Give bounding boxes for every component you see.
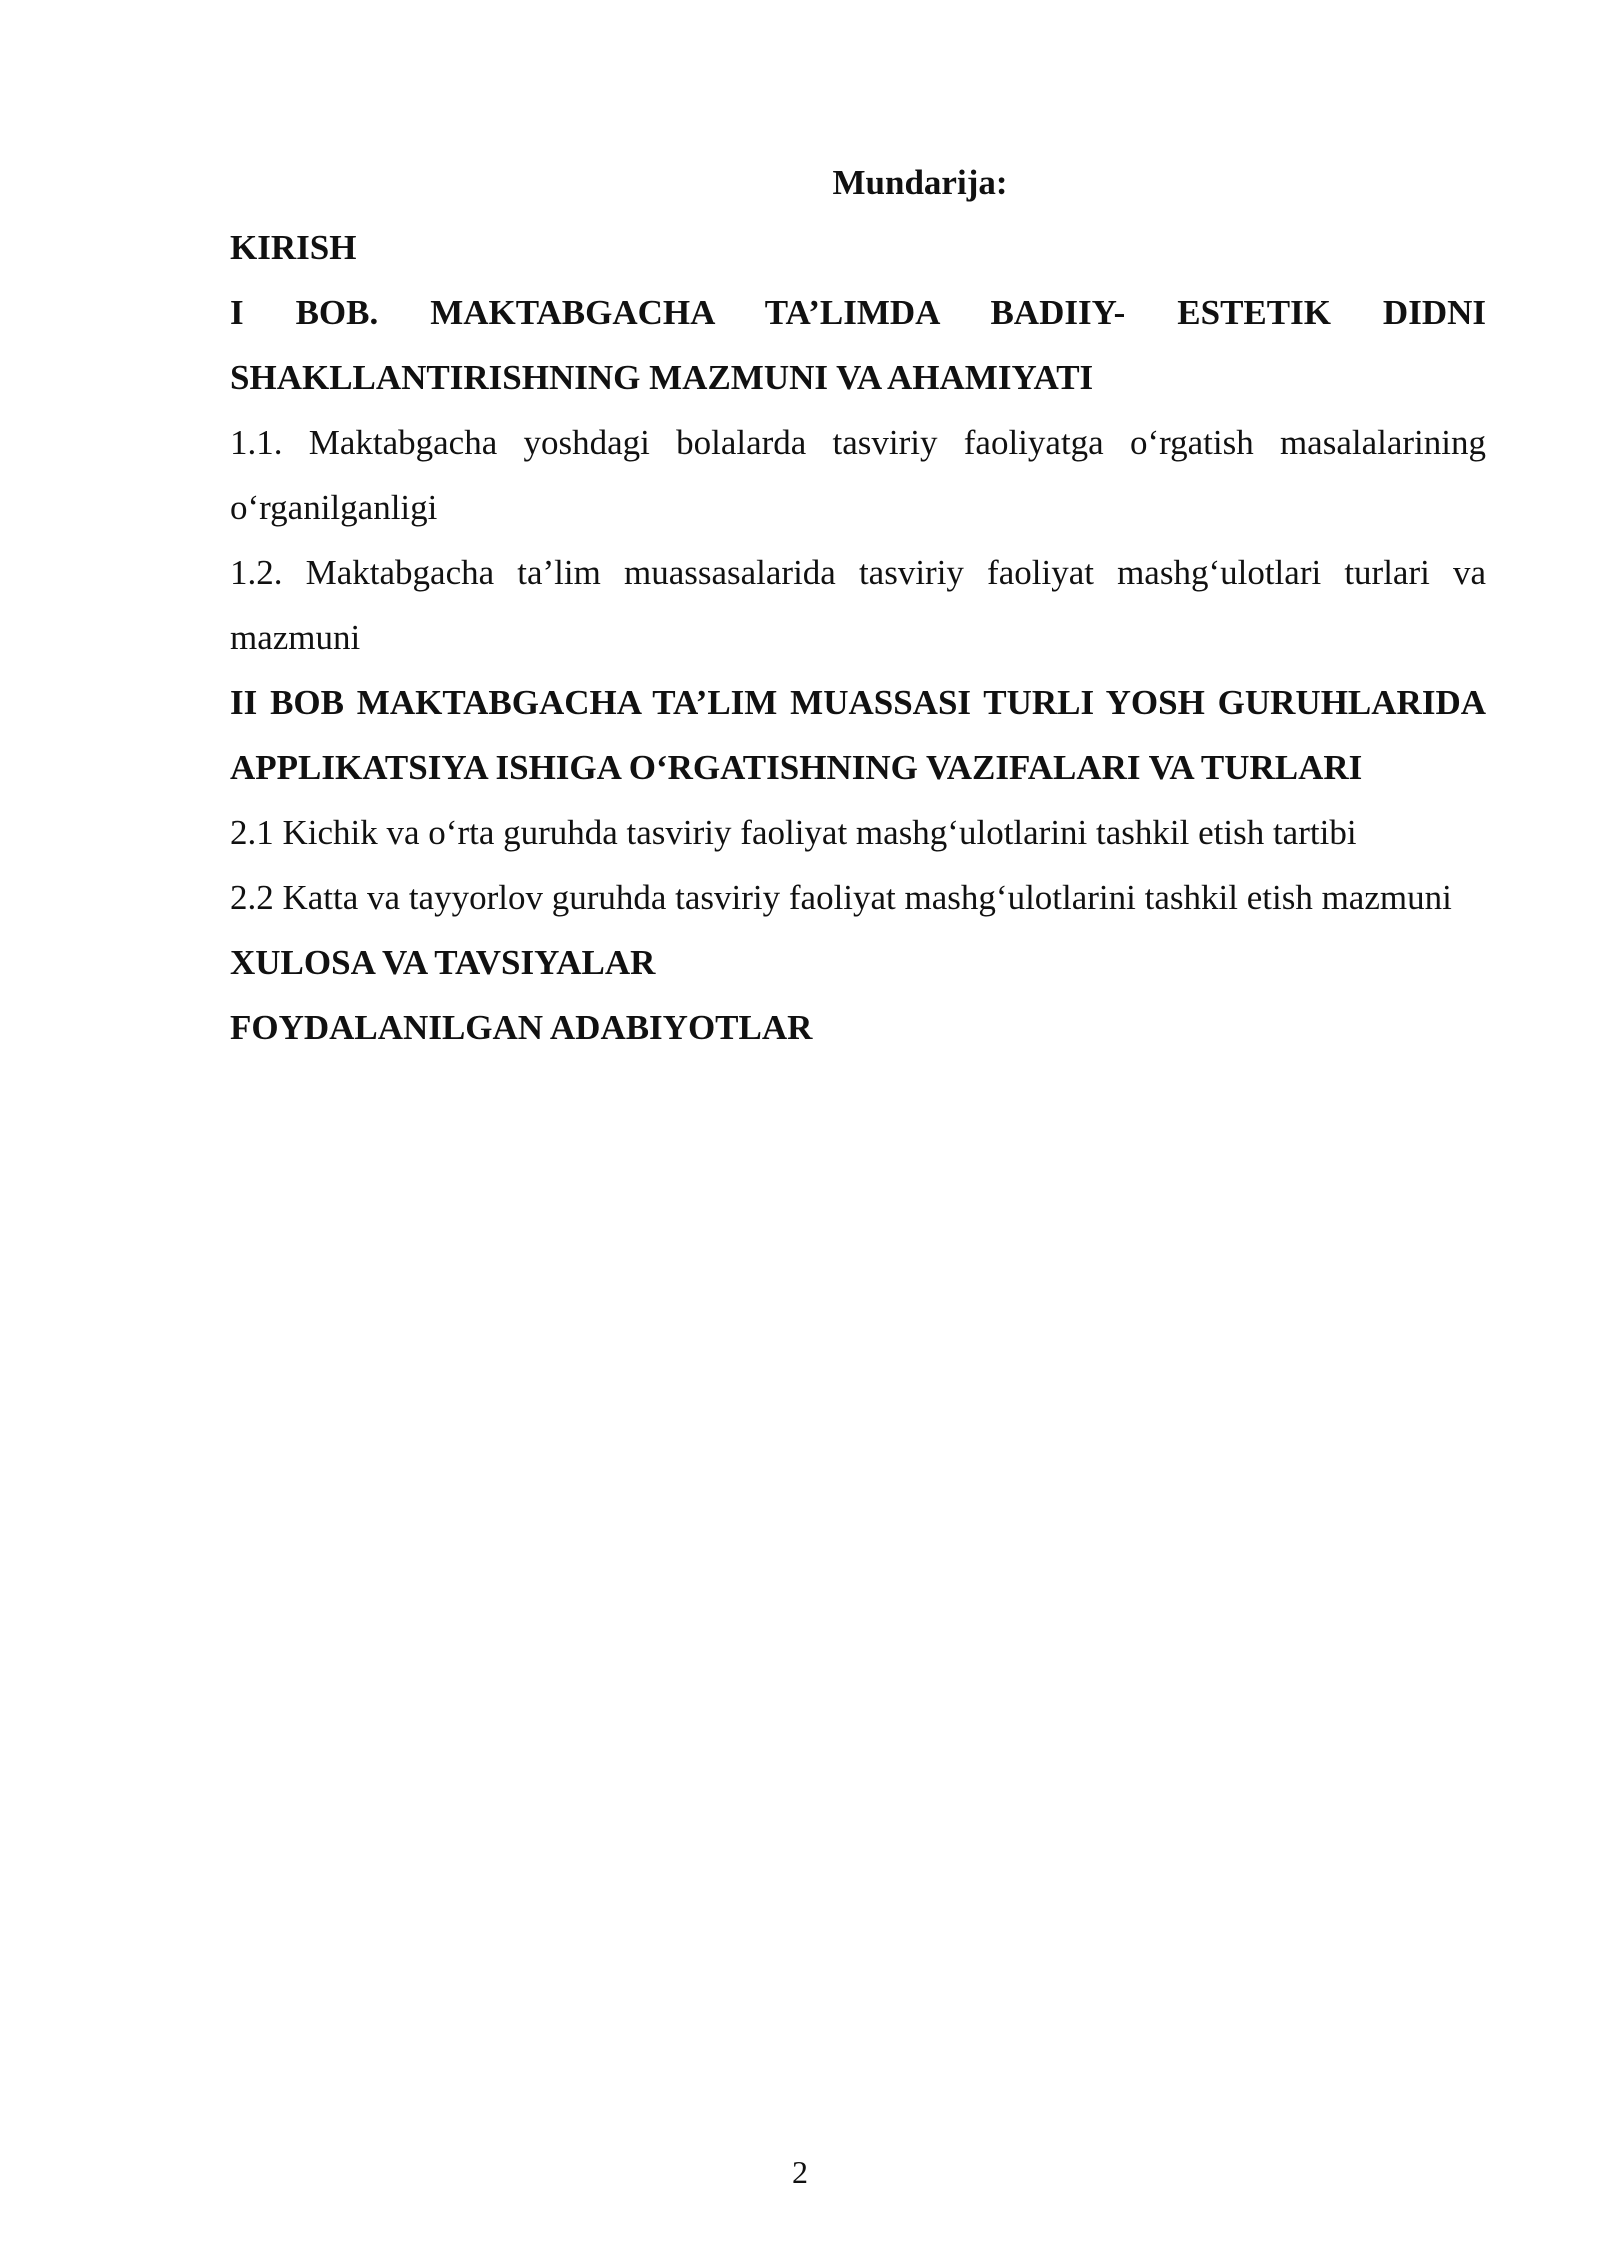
toc-entry-chapter-1: I BOB. MAKTABGACHA TA’LIMDA BADIIY- ESTETIK DIDNI SHAKLLANTIRISHNING MAZMUNI VA AHAMIYATI [230, 293, 1486, 397]
toc-entry-section-2-2: 2.2 Katta va tayyorlov guruhda tasviriy faoliyat mashg‘ulotlarini tashkil etish mazmuni [230, 878, 1452, 917]
toc-title: Mundarija: [832, 163, 1008, 202]
toc-entry-chapter-2: II BOB MAKTABGACHA TA’LIM MUASSASI TURLI YOSH GURUHLARIDA APPLIKATSIYA ISHIGA O‘RGATISHNING VAZIFALARI VA TURLARI [230, 683, 1486, 787]
toc-entry-conclusion: XULOSA VA TAVSIYALAR [230, 943, 656, 982]
toc-entry-references: FOYDALANILGAN ADABIYOTLAR [230, 1008, 813, 1047]
toc-entry-introduction: KIRISH [230, 228, 357, 267]
toc-entry-section-1-2: 1.2. Maktabgacha ta’lim muassasalarida tasviriy faoliyat mashg‘ulotlari turlari va mazmuni [230, 553, 1486, 657]
toc-entry-section-2-1: 2.1 Kichik va o‘rta guruhda tasviriy faoliyat mashg‘ulotlarini tashkil etish tartibi [230, 813, 1357, 852]
page-number: 2 [792, 2154, 808, 2190]
toc-entry-section-1-1: 1.1. Maktabgacha yoshdagi bolalarda tasviriy faoliyatga o‘rgatish masalalarining o‘rganilganligi [230, 423, 1486, 527]
table-of-contents [230, 150, 1486, 1060]
